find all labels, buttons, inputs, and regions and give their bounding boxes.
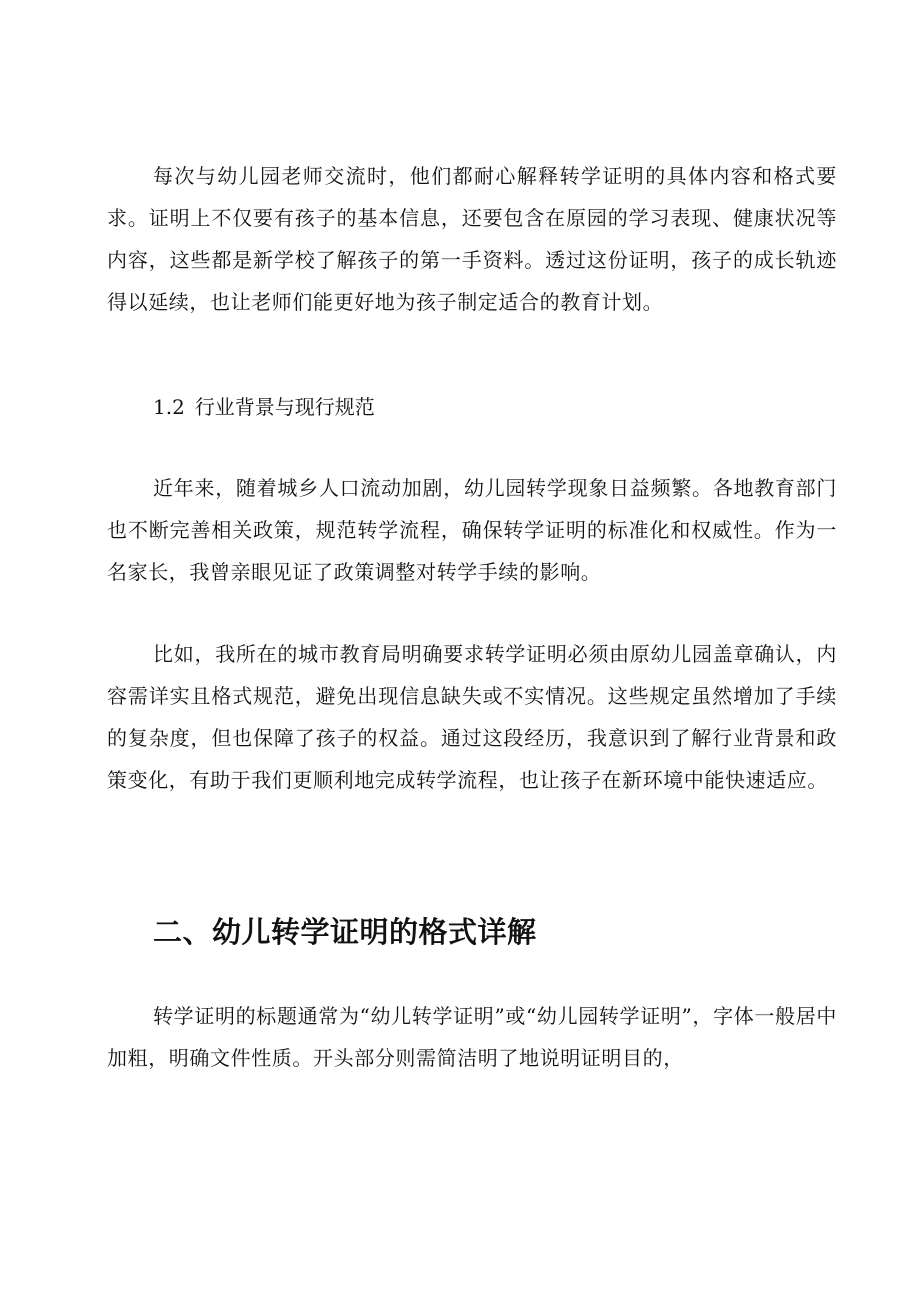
section-title: 行业背景与现行规范: [194, 395, 375, 419]
section-heading-1-2: [153, 387, 375, 427]
paragraph-teacher-communication: 每次与幼儿园老师交流时，他们都耐心解释转学证明的具体内容和格式要求。证明上不仅要有孩子的基本信息，还要包含在原园的学习表现、健康状况等内容，这些都是新学校了解孩子的第一手资料。透过这份证明，孩子的成长轨迹得以延续，也让老师们能更好地为孩子制定适合的教育计划。: [107, 164, 837, 314]
paragraph-policy-example: 比如，我所在的城市教育局明确要求转学证明必须由原幼儿园盖章确认，内容需详实且格式规范，避免出现信息缺失或不实情况。这些规定虽然增加了手续的复杂度，但也保障了孩子的权益。通过这段经历，我意识到了解行业背景和政策变化，有助于我们更顺利地完成转学流程，也让孩子在新环境中能快速适应。: [107, 642, 837, 792]
section-number: 1.2: [153, 395, 185, 419]
chapter-heading-2: 二、幼儿转学证明的格式详解: [153, 915, 537, 949]
paragraph-format-title: 转学证明的标题通常为“幼儿转学证明”或“幼儿园转学证明”，字体一般居中加粗，明确文件性质。开头部分则需简洁明了地说明证明目的，: [107, 1004, 837, 1070]
paragraph-industry-background: 近年来，随着城乡人口流动加剧，幼儿园转学现象日益频繁。各地教育部门也不断完善相关政策，规范转学流程，确保转学证明的标准化和权威性。作为一名家长，我曾亲眼见证了政策调整对转学手续的影响。: [107, 476, 837, 584]
